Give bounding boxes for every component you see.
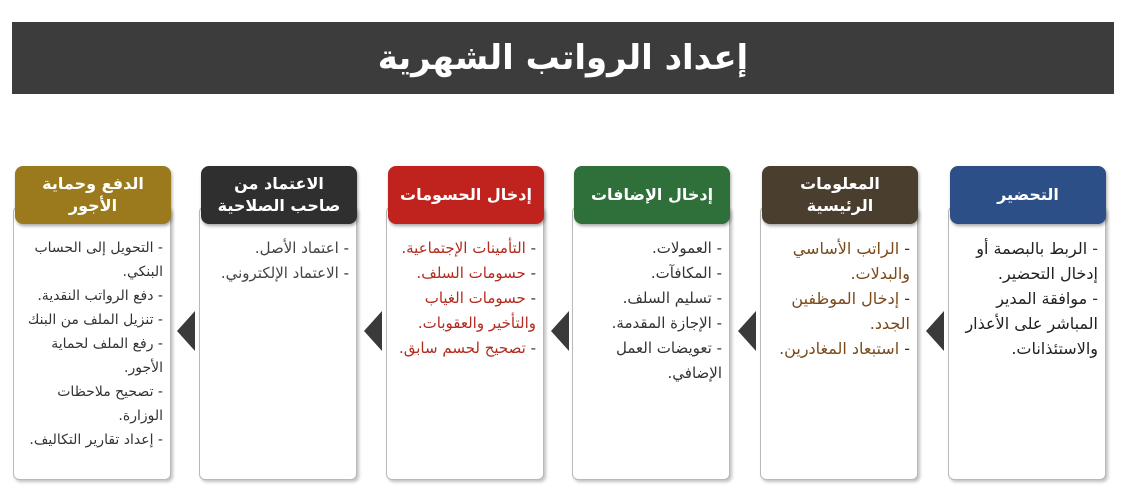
stage-item: - الإجازة المقدمة. [578,311,724,336]
stage-header: التحضير [950,166,1106,224]
stage-item: - استبعاد المغادرين. [766,336,912,361]
flow-arrow-icon [926,311,944,351]
stage-item: - التحويل إلى الحساب البنكي. [19,236,165,284]
stage-items [392,236,538,361]
flow-arrow-icon [364,311,382,351]
stage-header: الدفع وحماية الأجور [15,166,171,224]
stage-item: - العمولات. [578,236,724,261]
stage-1 [948,166,1108,480]
stage-header: الاعتماد من صاحب الصلاحية [201,166,357,224]
stage-header: المعلومات الرئيسية [762,166,918,224]
stage-item: - حسومات الغياب والتأخير والعقوبات. [392,286,538,336]
stage-item: - حسومات السلف. [392,261,538,286]
stage-items [954,236,1100,361]
stage-header: إدخال الإضافات [574,166,730,224]
stage-6 [13,166,173,480]
stage-item: - تعويضات العمل الإضافي. [578,336,724,386]
flow-arrow-icon [551,311,569,351]
stage-items [205,236,351,286]
stage-item: - إعداد تقارير التكاليف. [19,428,165,452]
stage-item: - دفع الرواتب النقدية. [19,284,165,308]
flow-arrow-icon [738,311,756,351]
stage-item: - تنزيل الملف من البنك [19,308,165,332]
stage-item: - إدخال الموظفين الجدد. [766,286,912,336]
flow-arrow-icon [177,311,195,351]
stage-item: - تصحيح ملاحظات الوزارة. [19,380,165,428]
stage-item: - اعتماد الأصل. [205,236,351,261]
stage-item: - المكافآت. [578,261,724,286]
stage-item: - الراتب الأساسي والبدلات. [766,236,912,286]
stage-3 [572,166,732,480]
stage-item: - التأمينات الإجتماعية. [392,236,538,261]
page-title: إعداد الرواتب الشهرية [377,38,749,78]
stage-items [19,236,165,452]
stage-item: - رفع الملف لحماية الأجور. [19,332,165,380]
stage-item: - الربط بالبصمة أو إدخال التحضير. [954,236,1100,286]
stage-item: - الاعتماد الإلكتروني. [205,261,351,286]
stage-items [578,236,724,386]
stage-item: - تصحيح لحسم سابق. [392,336,538,361]
stage-item: - موافقة المدير المباشر على الأعذار والاستئذانات. [954,286,1100,361]
stage-items [766,236,912,361]
stage-header: إدخال الحسومات [388,166,544,224]
stage-5 [199,166,359,480]
stage-2 [760,166,920,480]
stage-4 [386,166,546,480]
stage-item: - تسليم السلف. [578,286,724,311]
